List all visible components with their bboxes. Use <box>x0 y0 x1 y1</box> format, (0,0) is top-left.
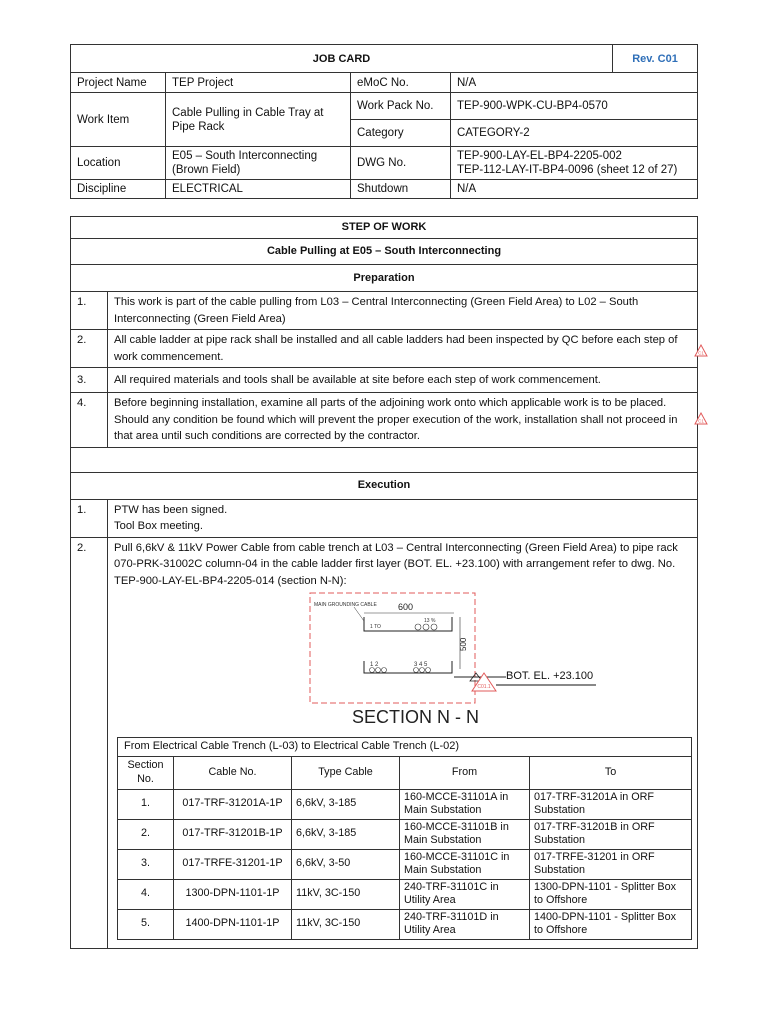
dwg-label: DWG No. <box>351 147 451 180</box>
small-label-1: 1 TO <box>370 624 381 630</box>
cable-circle <box>382 668 387 673</box>
cable-circle <box>431 624 437 630</box>
cell-from: 240-TRF-31101C in Utility Area <box>400 879 530 909</box>
dim-width-label: 600 <box>398 602 414 612</box>
execution-step <box>71 499 698 537</box>
cell-type: 11kV, 3C-150 <box>292 909 400 939</box>
toolbox-line: Tool Box meeting. <box>114 520 203 532</box>
shutdown-label: Shutdown <box>351 180 451 199</box>
category-label: Category <box>351 120 451 147</box>
dwg-value <box>451 147 698 180</box>
discipline-label: Discipline <box>71 180 166 199</box>
cell-cable-no: 017-TRFE-31201-1P <box>174 849 292 879</box>
dwg-number-1: TEP-900-LAY-EL-BP4-2205-002 <box>457 150 622 162</box>
project-name-label: Project Name <box>71 73 166 93</box>
cell-cable-no: 1400-DPN-1101-1P <box>174 909 292 939</box>
job-card-title: JOB CARD <box>71 45 613 73</box>
svg-text:C1: C1 <box>698 350 704 356</box>
cell-section: 1. <box>118 789 174 819</box>
cable-circle <box>370 668 375 673</box>
cable-table-title: From Electrical Cable Trench (L-03) to Electrical Cable Trench (L-02) <box>118 738 692 757</box>
dwg-number-2: TEP-112-LAY-IT-BP4-0096 (sheet 12 of 27) <box>457 164 678 176</box>
cable-circle <box>426 668 431 673</box>
col-type-cable: Type Cable <box>292 756 400 789</box>
step-text: This work is part of the cable pulling from L03 – Central Interconnecting (Green Field Area) to L02 – South Interconnecting (Green Field Area) <box>108 292 698 330</box>
cable-circle <box>414 668 419 673</box>
table-row <box>118 879 692 909</box>
work-item-label: Work Item <box>71 93 166 147</box>
col-section-no: Section No. <box>118 756 174 789</box>
step-number: 2. <box>71 537 108 948</box>
step-text: Before beginning installation, examine all parts of the adjoining work onto which applicable work is to be placed. Should any condition be found which will prevent the proper execution of the work, installation shall not proceed in that area until such conditions are corrected by the contractor. <box>108 393 698 448</box>
revision-marker-text: C01.1 <box>477 684 491 690</box>
step-text: Pull 6,6kV & 11kV Power Cable from cable trench at L03 – Central Interconnecting (Green Field Area) to pipe rack 070-PRK-31002C column-04 in the cable ladder first layer (BOT. EL. +23.100) with arrangement refer to dwg. No. TEP-900-LAY-EL-BP4-2205-014 (section N-N): <box>114 541 678 587</box>
cell-to: 017-TRF-31201B in ORF Substation <box>530 819 692 849</box>
emoc-label: eMoC No. <box>351 73 451 93</box>
preparation-step <box>71 393 698 448</box>
job-card-header <box>70 44 698 199</box>
leader-line <box>354 607 364 621</box>
cell-from: 160-MCCE-31101C in Main Substation <box>400 849 530 879</box>
step-number: 1. <box>71 292 108 330</box>
col-from: From <box>400 756 530 789</box>
cell-from: 160-MCCE-31101B in Main Substation <box>400 819 530 849</box>
small-label-3: 1 2 <box>370 662 379 668</box>
cable-circle <box>420 668 425 673</box>
table-row <box>118 849 692 879</box>
elevation-label: BOT. EL. +23.100 <box>506 670 594 682</box>
step-of-work-heading: STEP OF WORK <box>71 217 698 239</box>
cell-cable-no: 017-TRF-31201A-1P <box>174 789 292 819</box>
small-label-2: 13 % <box>424 618 436 624</box>
table-row <box>118 819 692 849</box>
main-grounding-label: MAIN GROUNDING CABLE <box>314 602 377 608</box>
cell-section: 3. <box>118 849 174 879</box>
cell-from: 160-MCCE-31101A in Main Substation <box>400 789 530 819</box>
preparation-step <box>71 292 698 330</box>
step-number: 4. <box>71 393 108 448</box>
cell-to: 1400-DPN-1101 - Splitter Box to Offshore <box>530 909 692 939</box>
revision-label: Rev. C01 <box>613 45 698 73</box>
table-row <box>118 909 692 939</box>
execution-step <box>71 537 698 948</box>
step-subheading: Cable Pulling at E05 – South Interconnecting <box>71 239 698 265</box>
step-of-work-table <box>70 216 698 949</box>
cell-cable-no: 1300-DPN-1101-1P <box>174 879 292 909</box>
cell-type: 11kV, 3C-150 <box>292 879 400 909</box>
table-row <box>118 789 692 819</box>
cell-to: 017-TRF-31201A in ORF Substation <box>530 789 692 819</box>
cell-type: 6,6kV, 3-185 <box>292 819 400 849</box>
discipline-value: ELECTRICAL <box>166 180 351 199</box>
revision-triangle-icon <box>694 412 708 425</box>
category-value: CATEGORY-2 <box>451 120 698 147</box>
svg-text:C1: C1 <box>698 418 704 424</box>
col-to: To <box>530 756 692 789</box>
ptw-line: PTW has been signed. <box>114 503 228 516</box>
cell-section: 5. <box>118 909 174 939</box>
shutdown-value: N/A <box>451 180 698 199</box>
cell-to: 017-TRFE-31201 in ORF Substation <box>530 849 692 879</box>
section-drawing <box>114 589 691 737</box>
preparation-step <box>71 330 698 368</box>
cell-type: 6,6kV, 3-185 <box>292 789 400 819</box>
project-name-value: TEP Project <box>166 73 351 93</box>
spacer-row <box>71 447 698 472</box>
step-number: 2. <box>71 330 108 368</box>
execution-heading: Execution <box>71 472 698 499</box>
cell-section: 2. <box>118 819 174 849</box>
step-number: 1. <box>71 499 108 537</box>
section-n-n-svg <box>114 589 694 737</box>
preparation-heading: Preparation <box>71 265 698 292</box>
step-text-with-drawing <box>108 537 698 948</box>
step-text <box>108 499 698 537</box>
work-item-value: Cable Pulling in Cable Tray at Pipe Rack <box>166 93 351 147</box>
step-text: All cable ladder at pipe rack shall be installed and all cable ladders had been inspected by QC before each step of work commencement. <box>108 330 698 368</box>
cell-to: 1300-DPN-1101 - Splitter Box to Offshore <box>530 879 692 909</box>
dim-height-label: 500 <box>459 637 468 651</box>
emoc-value: N/A <box>451 73 698 93</box>
revision-triangle-icon <box>694 344 708 357</box>
cable-circle <box>376 668 381 673</box>
col-cable-no: Cable No. <box>174 756 292 789</box>
preparation-step <box>71 368 698 393</box>
revision-cloud <box>310 593 475 703</box>
cell-from: 240-TRF-31101D in Utility Area <box>400 909 530 939</box>
work-pack-value: TEP-900-WPK-CU-BP4-0570 <box>451 93 698 120</box>
cable-circle <box>423 624 429 630</box>
location-label: Location <box>71 147 166 180</box>
step-number: 3. <box>71 368 108 393</box>
section-title: SECTION N - N <box>352 707 480 727</box>
cell-section: 4. <box>118 879 174 909</box>
cable-table <box>117 737 692 940</box>
cable-table-header <box>118 756 692 789</box>
cell-cable-no: 017-TRF-31201B-1P <box>174 819 292 849</box>
location-value: E05 – South Interconnecting (Brown Field) <box>166 147 351 180</box>
cable-circle <box>415 624 421 630</box>
cell-type: 6,6kV, 3-50 <box>292 849 400 879</box>
small-label-4: 3 4 5 <box>414 662 428 668</box>
work-pack-label: Work Pack No. <box>351 93 451 120</box>
step-text: All required materials and tools shall be available at site before each step of work commencement. <box>108 368 698 393</box>
